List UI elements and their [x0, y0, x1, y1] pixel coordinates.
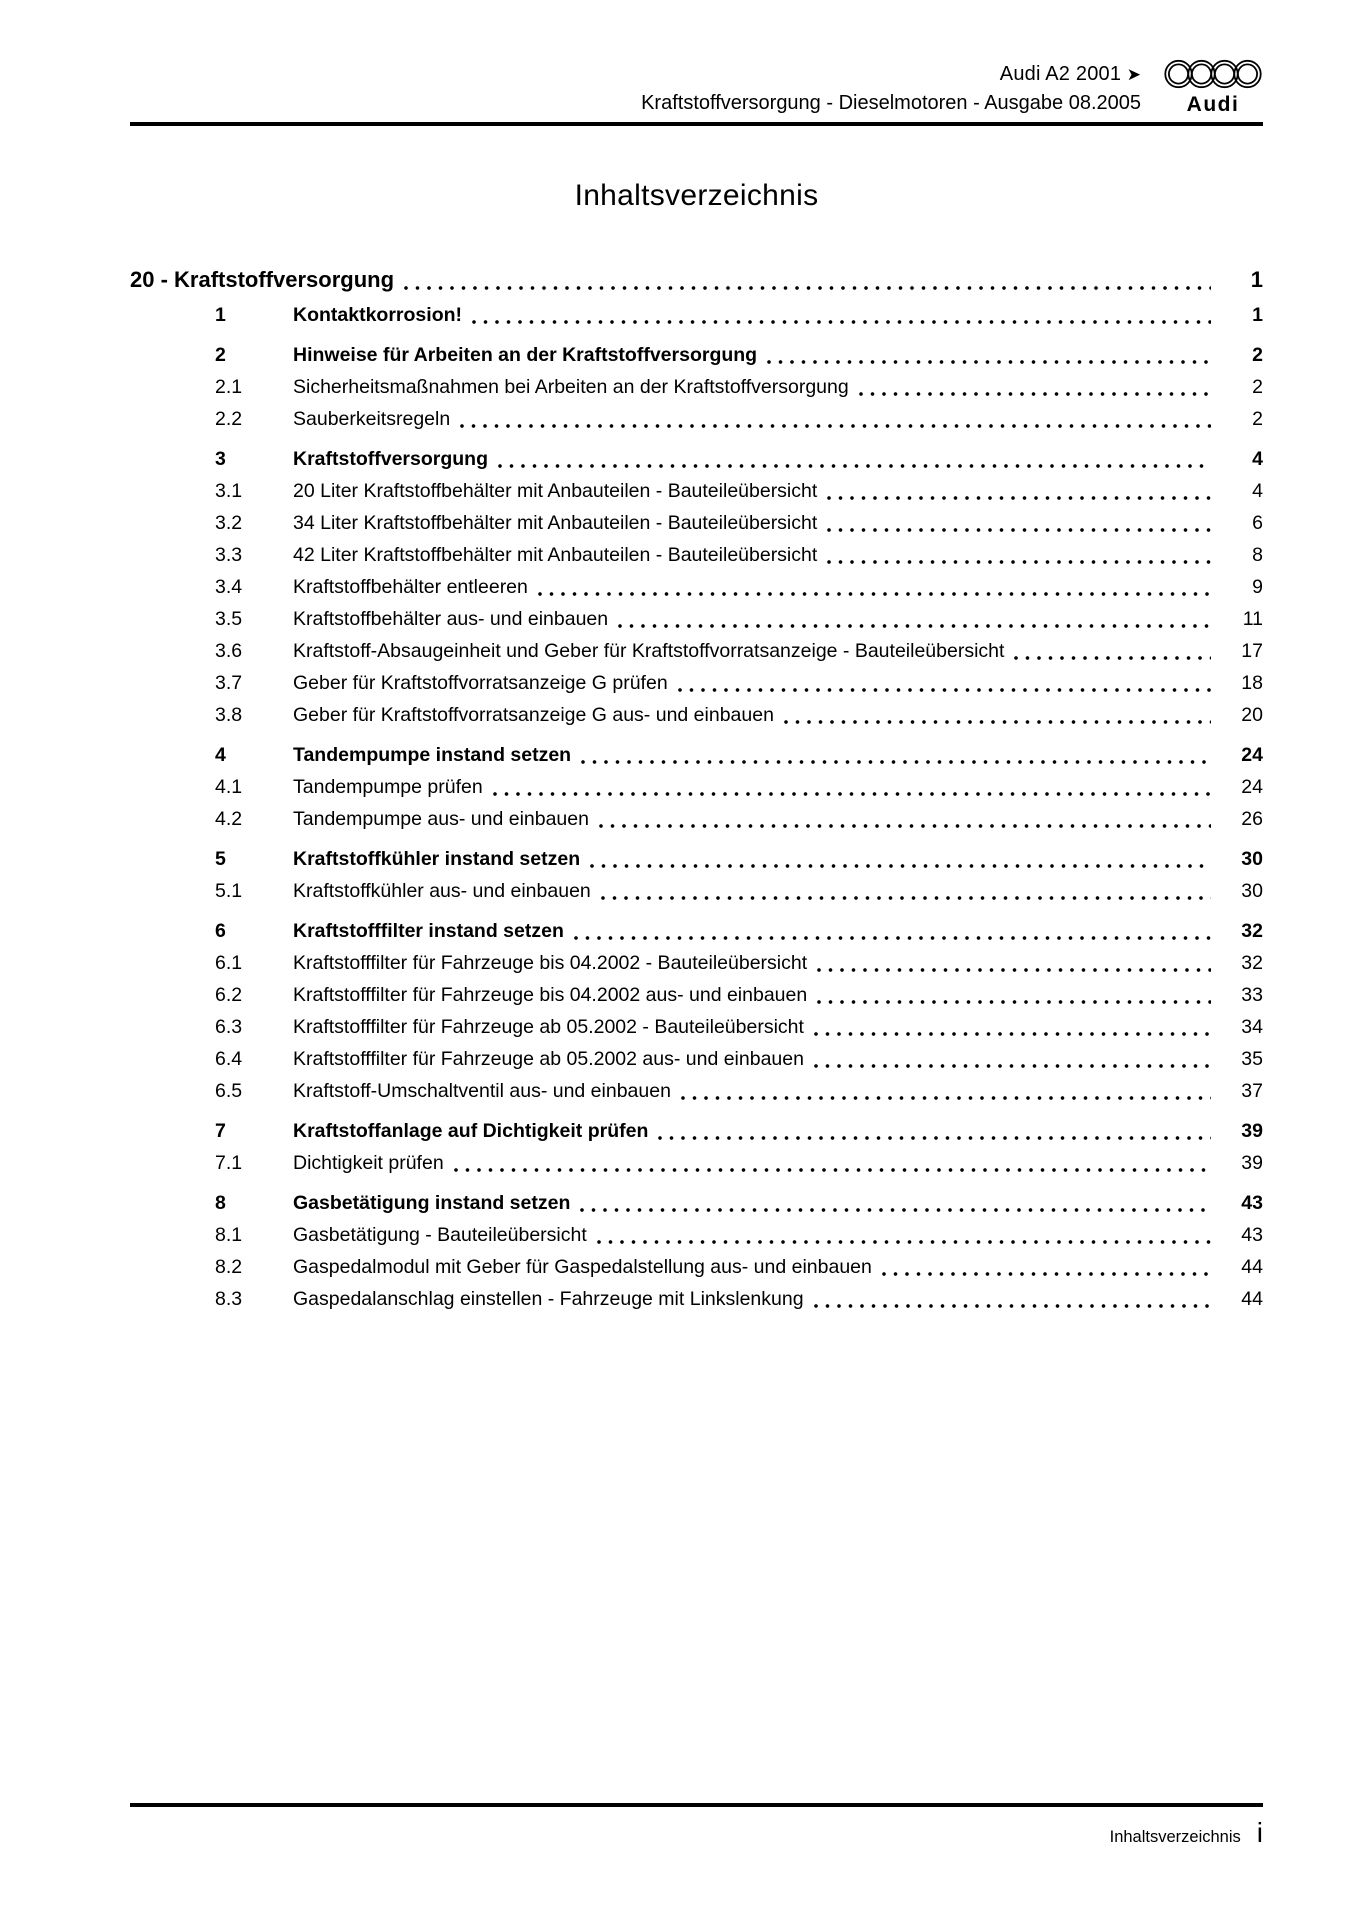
toc-entry-page: 43 — [1241, 1224, 1263, 1246]
toc-entry-label: Tandempumpe aus- und einbauen — [293, 808, 589, 830]
toc-entry-number: 4.2 — [215, 808, 243, 830]
dot-leader — [580, 1187, 1211, 1219]
toc-entry-page: 43 — [1241, 1192, 1263, 1214]
dot-leader — [1014, 635, 1211, 667]
toc-entry-page: 1 — [1252, 304, 1263, 326]
dot-leader — [814, 1043, 1211, 1075]
toc-entry-page: 2 — [1252, 408, 1263, 430]
toc-entry-number: 6.1 — [215, 952, 243, 974]
dot-leader — [597, 1219, 1211, 1251]
toc-entry-page: 32 — [1241, 952, 1263, 974]
toc-entry-page: 6 — [1252, 512, 1263, 534]
toc-entry-page: 17 — [1241, 640, 1263, 662]
toc-entry-number: 2.1 — [215, 376, 243, 398]
dot-leader — [784, 699, 1211, 731]
toc-entry-label: Kraftstofffilter für Fahrzeuge ab 05.2002 - Bauteileübersicht — [293, 1016, 804, 1038]
toc-entry-number: 3.2 — [215, 512, 243, 534]
toc-entry-label: Gasbetätigung - Bauteileübersicht — [293, 1224, 587, 1246]
page-header — [130, 55, 1263, 117]
toc-entry-number: 8.2 — [215, 1256, 243, 1278]
toc-entry-label: Gaspedalmodul mit Geber für Gaspedalstellung aus- und einbauen — [293, 1256, 872, 1278]
toc-row — [130, 571, 1263, 603]
dot-leader — [827, 507, 1211, 539]
toc-entry-label: Kraftstoffkühler aus- und einbauen — [293, 880, 591, 902]
toc-entry-label: Kraftstoffkühler instand setzen — [293, 848, 581, 870]
toc-row — [130, 1011, 1263, 1043]
toc-entry-page: 34 — [1241, 1016, 1263, 1038]
toc-entry-number: 3.6 — [215, 640, 243, 662]
toc-entry-page: 39 — [1241, 1152, 1263, 1174]
toc-entry-page: 4 — [1252, 480, 1263, 502]
dot-leader — [581, 739, 1211, 771]
header-model-line — [641, 60, 1141, 89]
toc-row — [130, 539, 1263, 571]
toc-entry-label: Kraftstoff-Absaugeinheit und Geber für Kraftstoffvorratsanzeige - Bauteileübersicht — [293, 640, 1005, 662]
toc-entry-label: Kraftstoffanlage auf Dichtigkeit prüfen — [293, 1120, 649, 1142]
footer-text-line — [130, 1819, 1263, 1847]
toc-row — [130, 603, 1263, 635]
header-subtitle: Kraftstoffversorgung - Dieselmotoren - Ausgabe 08.2005 — [641, 92, 1141, 114]
dot-leader — [817, 947, 1211, 979]
toc-entry-label: Tandempumpe prüfen — [293, 776, 483, 798]
dot-leader — [574, 915, 1211, 947]
toc-chapter-row — [130, 263, 1263, 297]
toc-entry-page: 20 — [1241, 704, 1263, 726]
toc-entry-page: 8 — [1252, 544, 1263, 566]
page-footer — [130, 1803, 1263, 1847]
toc-row — [130, 915, 1263, 947]
dot-leader — [599, 803, 1211, 835]
toc-entry-label: Kraftstoff-Umschaltventil aus- und einbauen — [293, 1080, 671, 1102]
toc-entry-label: Sicherheitsmaßnahmen bei Arbeiten an der Kraftstoffversorgung — [293, 376, 849, 398]
dot-leader — [658, 1115, 1211, 1147]
toc-entry-label: Kraftstoffversorgung — [293, 448, 489, 470]
toc-row — [130, 771, 1263, 803]
toc-entry-number: 6 — [215, 920, 226, 942]
footer-page-number: i — [1256, 1817, 1263, 1848]
toc-row — [130, 1219, 1263, 1251]
toc-entry-page: 24 — [1241, 744, 1263, 766]
dot-leader — [460, 403, 1211, 435]
toc-entry-number: 3.1 — [215, 480, 243, 502]
toc-entry-label: Dichtigkeit prüfen — [293, 1152, 444, 1174]
toc-entry-page: 37 — [1241, 1080, 1263, 1102]
dot-leader — [827, 475, 1211, 507]
toc-row — [130, 443, 1263, 475]
footer-divider — [130, 1803, 1263, 1807]
dot-leader — [493, 771, 1211, 803]
toc-row — [130, 1075, 1263, 1107]
toc-entry-number: 7.1 — [215, 1152, 243, 1174]
toc-row — [130, 875, 1263, 907]
model-year-arrow-icon: ➤ — [1126, 65, 1141, 84]
toc-entry-label: Gaspedalanschlag einstellen - Fahrzeuge mit Linkslenkung — [293, 1288, 804, 1310]
audi-rings-icon — [1163, 55, 1263, 93]
toc-row — [130, 843, 1263, 875]
toc-row — [130, 475, 1263, 507]
toc-row — [130, 947, 1263, 979]
dot-leader — [681, 1075, 1211, 1107]
audi-wordmark: Audi — [1186, 93, 1240, 116]
model-text: Audi A2 2001 — [999, 63, 1122, 85]
toc-entry-number: 4.1 — [215, 776, 243, 798]
dot-leader — [814, 1011, 1211, 1043]
dot-leader — [618, 603, 1211, 635]
toc-row — [130, 699, 1263, 731]
toc-entry-page: 33 — [1241, 984, 1263, 1006]
toc-row — [130, 507, 1263, 539]
toc-entry-page: 18 — [1241, 672, 1263, 694]
toc-entry-number: 5 — [215, 848, 226, 870]
toc-entry-number: 3.7 — [215, 672, 243, 694]
toc-entry-page: 44 — [1241, 1288, 1263, 1310]
toc-entry-page: 26 — [1241, 808, 1263, 830]
toc-entry-label: Sauberkeitsregeln — [293, 408, 451, 430]
dot-leader — [472, 299, 1211, 331]
dot-leader — [817, 979, 1211, 1011]
toc-row — [130, 1251, 1263, 1283]
toc-entry-number: 8.1 — [215, 1224, 243, 1246]
toc-entry-page: 32 — [1241, 920, 1263, 942]
toc-entry-number: 3.8 — [215, 704, 243, 726]
toc-entry-label: Kraftstofffilter instand setzen — [293, 920, 564, 942]
toc-entry-number: 6.4 — [215, 1048, 243, 1070]
toc-entry-number: 3.5 — [215, 608, 243, 630]
toc-entry-number: 1 — [215, 304, 226, 326]
toc-entry-page: 9 — [1252, 576, 1263, 598]
toc-row — [130, 1147, 1263, 1179]
toc-entry-number: 2 — [215, 344, 226, 366]
toc-list — [130, 299, 1263, 1315]
toc-entry-page: 24 — [1241, 776, 1263, 798]
toc-entry-number: 7 — [215, 1120, 226, 1142]
toc-row — [130, 403, 1263, 435]
toc-entry-number: 6.5 — [215, 1080, 243, 1102]
toc-entry-number: 6.2 — [215, 984, 243, 1006]
toc-entry-label: Kraftstoffbehälter aus- und einbauen — [293, 608, 609, 630]
dot-leader — [827, 539, 1211, 571]
toc-entry-label: Kraftstofffilter für Fahrzeuge bis 04.2002 aus- und einbauen — [293, 984, 808, 1006]
toc-entry-page: 11 — [1242, 608, 1263, 630]
toc-entry-page: 39 — [1241, 1120, 1263, 1142]
toc-entry-label: Kraftstoffbehälter entleeren — [293, 576, 528, 598]
toc-row — [130, 739, 1263, 771]
dot-leader — [454, 1147, 1211, 1179]
toc-chapter-label: 20 - Kraftstoffversorgung — [130, 267, 395, 292]
dot-leader — [538, 571, 1211, 603]
toc-entry-label: Tandempumpe instand setzen — [293, 744, 572, 766]
toc-row — [130, 371, 1263, 403]
dot-leader — [590, 843, 1211, 875]
toc-entry-page: 35 — [1241, 1048, 1263, 1070]
toc-entry-page: 44 — [1241, 1256, 1263, 1278]
toc-entry-page: 2 — [1252, 344, 1263, 366]
toc-entry-page: 30 — [1241, 848, 1263, 870]
toc-row — [130, 979, 1263, 1011]
toc-entry-label: Geber für Kraftstoffvorratsanzeige G aus- und einbauen — [293, 704, 774, 726]
toc-row — [130, 803, 1263, 835]
dot-leader — [814, 1283, 1211, 1315]
header-text-block — [641, 60, 1141, 117]
toc-entry-label: 34 Liter Kraftstoffbehälter mit Anbauteilen - Bauteileübersicht — [293, 512, 818, 534]
dot-leader — [859, 371, 1211, 403]
toc-entry-number: 6.3 — [215, 1016, 243, 1038]
dot-leader — [404, 263, 1211, 297]
toc-entry-label: Geber für Kraftstoffvorratsanzeige G prüfen — [293, 672, 668, 694]
toc-row — [130, 1115, 1263, 1147]
toc-row — [130, 339, 1263, 371]
toc-row — [130, 1043, 1263, 1075]
toc-entry-label: Gasbetätigung instand setzen — [293, 1192, 571, 1214]
dot-leader — [882, 1251, 1211, 1283]
toc-entry-label: Kraftstofffilter für Fahrzeuge ab 05.2002 aus- und einbauen — [293, 1048, 804, 1070]
toc-entry-label: 20 Liter Kraftstoffbehälter mit Anbauteilen - Bauteileübersicht — [293, 480, 818, 502]
table-of-contents — [130, 263, 1263, 1315]
toc-entry-page: 30 — [1241, 880, 1263, 902]
toc-row — [130, 1187, 1263, 1219]
toc-entry-label: Kraftstofffilter für Fahrzeuge bis 04.2002 - Bauteileübersicht — [293, 952, 808, 974]
toc-entry-page: 2 — [1252, 376, 1263, 398]
toc-chapter-page: 1 — [1250, 267, 1263, 292]
toc-entry-number: 3.3 — [215, 544, 243, 566]
dot-leader — [678, 667, 1211, 699]
toc-entry-number: 8 — [215, 1192, 226, 1214]
toc-entry-page: 4 — [1252, 448, 1263, 470]
dot-leader — [601, 875, 1211, 907]
toc-entry-label: Hinweise für Arbeiten an der Kraftstoffversorgung — [293, 344, 758, 366]
toc-entry-number: 3.4 — [215, 576, 243, 598]
toc-entry-number: 8.3 — [215, 1288, 243, 1310]
dot-leader — [498, 443, 1211, 475]
toc-row — [130, 299, 1263, 331]
toc-entry-label: 42 Liter Kraftstoffbehälter mit Anbauteilen - Bauteileübersicht — [293, 544, 818, 566]
page-title: Inhaltsverzeichnis — [574, 179, 819, 212]
toc-entry-number: 2.2 — [215, 408, 243, 430]
header-divider — [130, 122, 1263, 126]
toc-row — [130, 667, 1263, 699]
toc-entry-number: 5.1 — [215, 880, 243, 902]
toc-entry-label: Kontaktkorrosion! — [293, 304, 463, 326]
toc-row — [130, 635, 1263, 667]
toc-entry-number: 4 — [215, 744, 226, 766]
toc-entry-number: 3 — [215, 448, 226, 470]
footer-section-label: Inhaltsverzeichnis — [1109, 1828, 1241, 1846]
brand-logo-block — [1163, 55, 1263, 117]
dot-leader — [767, 339, 1211, 371]
toc-row — [130, 1283, 1263, 1315]
